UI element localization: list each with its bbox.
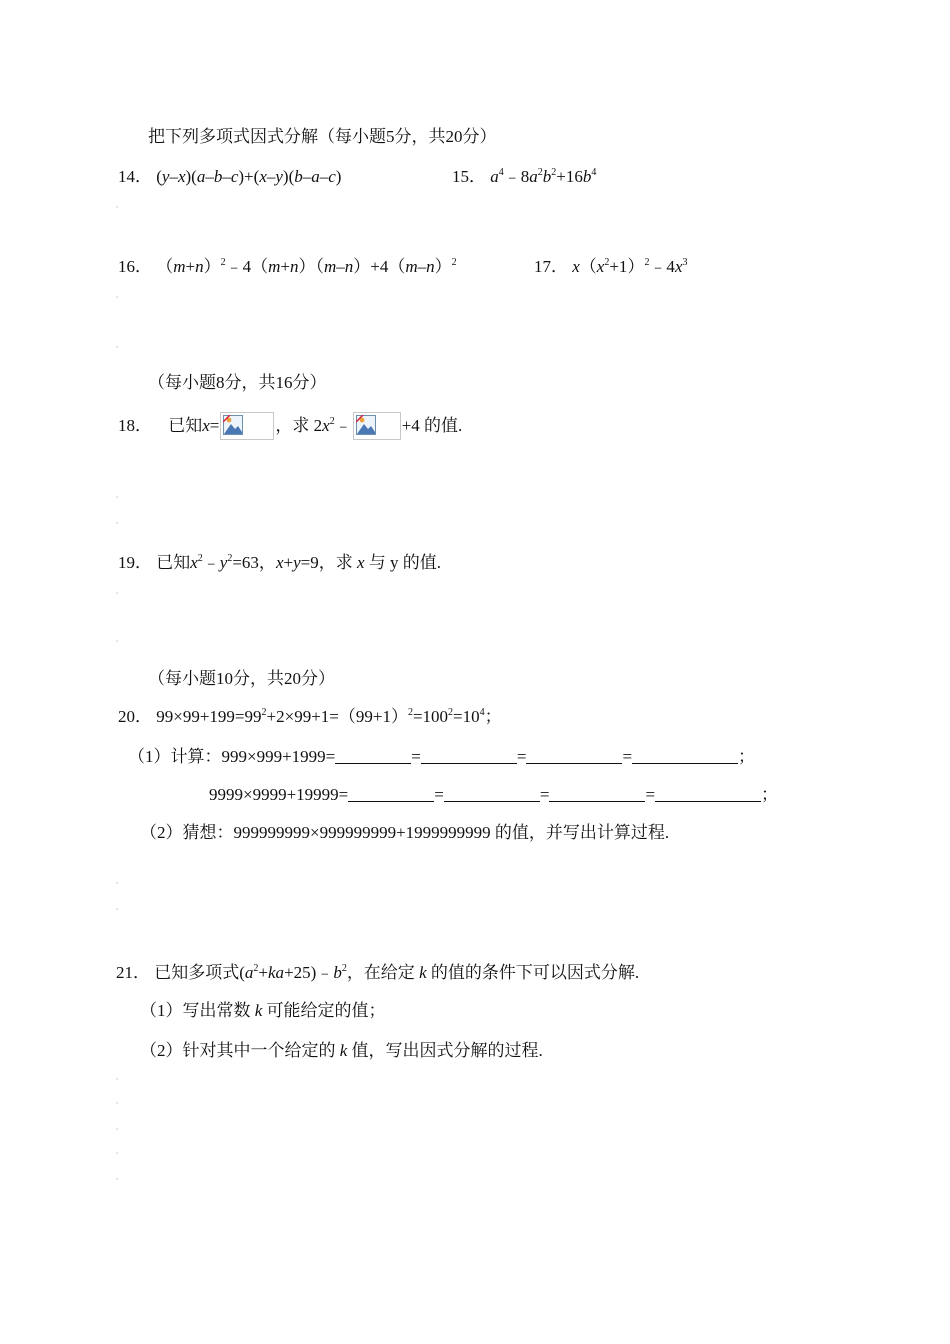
problem-21: 21． 已知多项式$(a^2+ka+25)﹣b^2$，在给定 k 的值的条件下可以因式分解. — [116, 963, 640, 982]
problem-20-q1-label: （1）计算：999×999+1999= — [128, 747, 336, 766]
broken-image-icon — [353, 412, 401, 440]
problem-20-q2: （2）猜想：999999999×999999999+1999999999 的值，并写出计算过程. — [140, 823, 670, 842]
problem-18: 18． 已知x= ，求 $2x^2﹣$ +4 的值. — [118, 412, 462, 440]
problem-18-ask: ，求 2 — [275, 416, 323, 435]
problem-19: 19． 已知$x^2﹣y^2=63$，x+y=9，求 x 与 y 的值. — [118, 553, 442, 572]
answer-blank[interactable] — [335, 746, 411, 764]
problem-17 — [534, 256, 687, 278]
problem-20-q1-second-label: 9999×9999+19999= — [209, 785, 349, 804]
problem-18-tail: +4 的值. — [401, 416, 463, 435]
problem-21-q2-a: （2）针对其中一个给定的 — [140, 1041, 336, 1060]
problem-20 — [118, 706, 502, 728]
section-heading-eight: （每小题8分，共16分） — [148, 373, 327, 392]
problem-18-known: 已知 — [168, 416, 203, 435]
problem-number: 14． — [118, 167, 152, 186]
problem-15-expression: $a^4﹣8a^2b^2+16b^4$ — [490, 167, 597, 186]
problem-15 — [452, 166, 596, 188]
section-heading-ten: （每小题10分，共20分） — [148, 669, 335, 688]
problem-21-q1-b: 可能给定的值； — [266, 1001, 386, 1020]
problem-21-known: 已知多项式 — [154, 963, 240, 982]
answer-blank[interactable] — [444, 784, 540, 802]
problem-21-tail: ，在给定 — [346, 963, 415, 982]
problem-number: 18． — [118, 416, 152, 435]
problem-19-tail: ，求 — [318, 553, 353, 572]
problem-number: 19． — [118, 553, 152, 572]
problem-14-expression: (y–x)(a–b–c)+(x–y)(b–a–c) — [156, 167, 342, 186]
problem-21-q2-b: 值，写出因式分解的过程. — [351, 1041, 543, 1060]
broken-image-icon — [220, 412, 274, 440]
problem-16 — [118, 256, 457, 278]
problem-19-known: 已知 — [156, 553, 191, 572]
problem-17-expression: $x(x^2+1)^2﹣4x^3$ — [572, 257, 688, 276]
answer-blank[interactable] — [421, 746, 517, 764]
problem-21-q1: （1）写出常数 k 可能给定的值； — [140, 1001, 386, 1020]
problem-number: 20． — [118, 707, 152, 726]
section-heading-factor: 把下列多项式因式分解（每小题5分，共20分） — [148, 127, 497, 146]
problem-14 — [118, 166, 341, 188]
problem-number: 21． — [116, 963, 150, 982]
answer-blank[interactable] — [632, 746, 738, 764]
answer-blank[interactable] — [348, 784, 434, 802]
problem-20-statement: $99\times 99+199=99^2+2\times 99+1=(99+1)^2=100^2=10^4$； — [156, 707, 502, 726]
problem-21-end: 的值的条件下可以因式分解. — [430, 963, 640, 982]
problem-number: 16． — [118, 257, 152, 276]
problem-16-expression: $(m+n)^2﹣4(m+n)(m-n)+4(m-n)^2$ — [156, 257, 457, 276]
answer-blank[interactable] — [655, 784, 761, 802]
problem-number: 15． — [452, 167, 486, 186]
problem-19-end: 与 y 的值. — [368, 553, 442, 572]
answer-blank[interactable] — [549, 784, 645, 802]
problem-21-q1-a: （1）写出常数 — [140, 1001, 251, 1020]
answer-blank[interactable] — [526, 746, 622, 764]
problem-20-q1-second: 9999×9999+19999= = = = ； — [209, 785, 779, 804]
problem-20-q1: （1）计算：999×999+1999= = = = ； — [128, 747, 756, 766]
problem-number: 17． — [534, 257, 568, 276]
problem-21-q2: （2）针对其中一个给定的 k 值，写出因式分解的过程. — [140, 1041, 543, 1060]
